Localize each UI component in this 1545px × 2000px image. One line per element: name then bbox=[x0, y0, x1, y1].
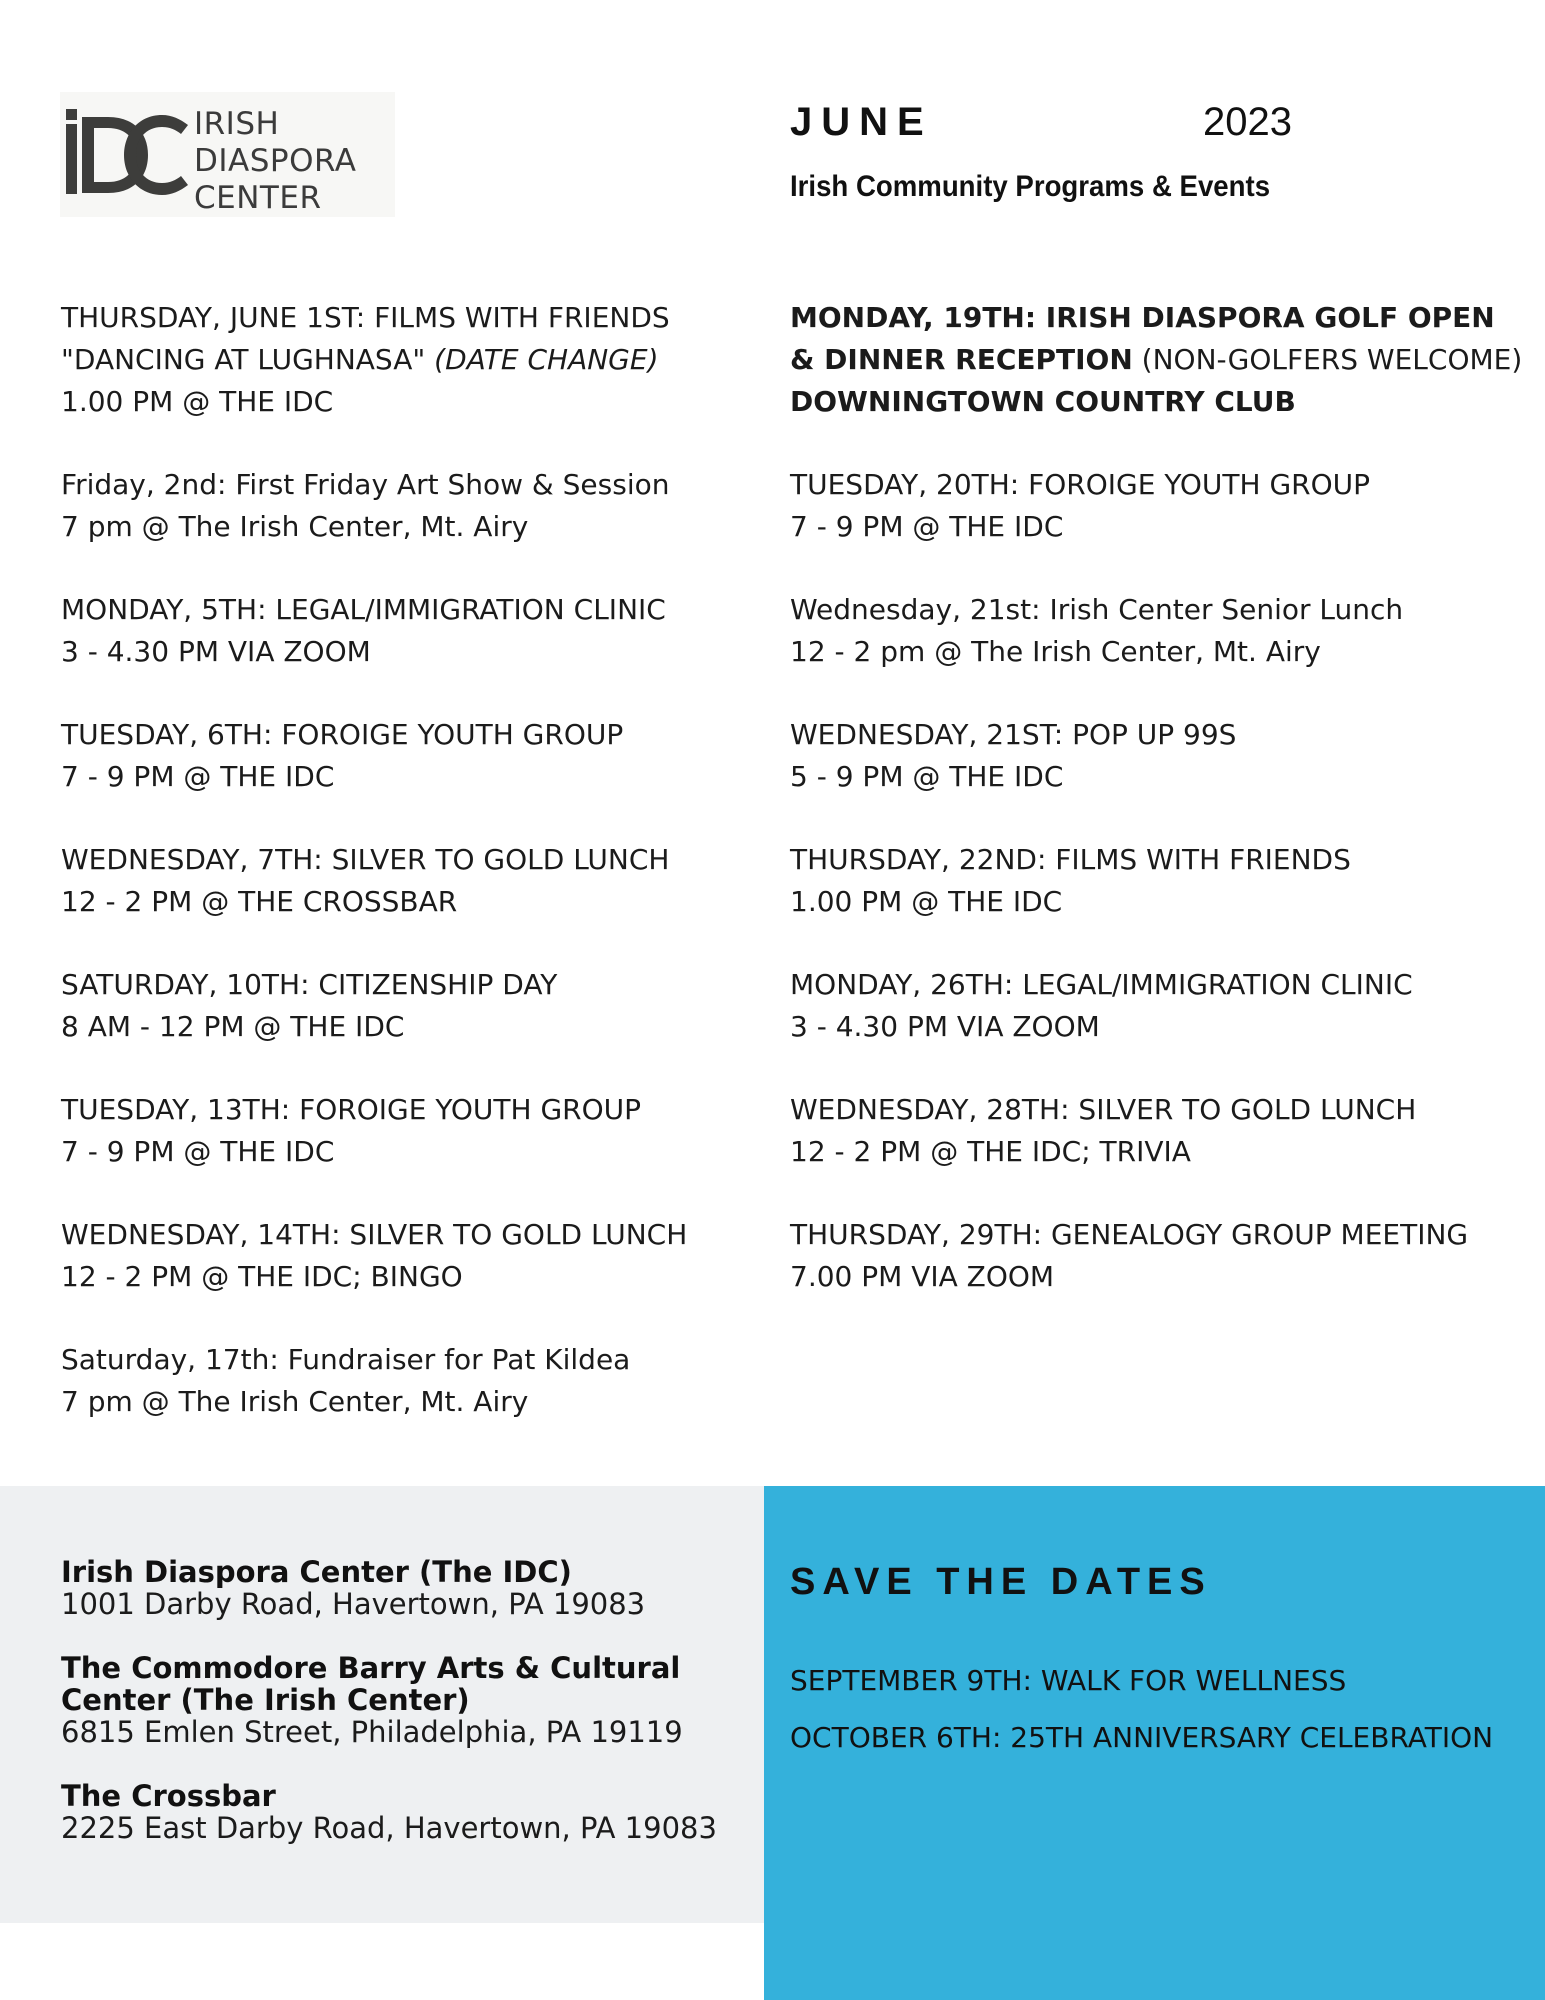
event-detail: 3 - 4.30 PM VIA ZOOM bbox=[61, 635, 371, 668]
event-title: MONDAY, 26TH: LEGAL/IMMIGRATION CLINIC bbox=[790, 968, 1413, 1001]
location-address: 1001 Darby Road, Havertown, PA 19083 bbox=[61, 1587, 646, 1621]
location-idc bbox=[61, 1556, 751, 1620]
event-detail: 12 - 2 PM @ THE CROSSBAR bbox=[61, 885, 458, 918]
event-detail: 1.00 PM @ THE IDC bbox=[61, 385, 334, 418]
event-item bbox=[61, 714, 751, 798]
save-the-dates-title: SAVE THE DATES bbox=[790, 1561, 1212, 1603]
event-detail: 7 - 9 PM @ THE IDC bbox=[790, 510, 1064, 543]
logo-line: CENTER bbox=[194, 180, 322, 216]
event-title: THURSDAY, 22ND: FILMS WITH FRIENDS bbox=[790, 843, 1351, 876]
event-item bbox=[61, 964, 751, 1048]
event-title: Wednesday, 21st: Irish Center Senior Lunch bbox=[790, 593, 1404, 626]
event-item bbox=[61, 589, 751, 673]
year-title: 2023 bbox=[1203, 100, 1292, 144]
featured-event-subtitle bbox=[790, 339, 1540, 381]
event-detail: 12 - 2 PM @ THE IDC; TRIVIA bbox=[790, 1135, 1191, 1168]
event-detail: 7 - 9 PM @ THE IDC bbox=[61, 1135, 335, 1168]
event-item bbox=[61, 1339, 751, 1423]
logo-line: DIASPORA bbox=[194, 143, 357, 179]
featured-event-title: MONDAY, 19TH: IRISH DIASPORA GOLF OPEN bbox=[790, 301, 1495, 334]
event-title: WEDNESDAY, 28TH: SILVER TO GOLD LUNCH bbox=[790, 1093, 1417, 1126]
event-title: WEDNESDAY, 21ST: POP UP 99S bbox=[790, 718, 1237, 751]
idc-monogram-icon bbox=[62, 109, 190, 201]
event-detail: 12 - 2 pm @ The Irish Center, Mt. Airy bbox=[790, 635, 1321, 668]
event-item bbox=[61, 297, 751, 423]
event-title: THURSDAY, JUNE 1ST: FILMS WITH FRIENDS bbox=[61, 301, 670, 334]
event-title: TUESDAY, 6TH: FOROIGE YOUTH GROUP bbox=[61, 718, 624, 751]
featured-event-note: (NON-GOLFERS WELCOME) bbox=[1132, 343, 1523, 376]
event-item bbox=[61, 1214, 751, 1298]
event-item bbox=[790, 964, 1540, 1048]
location-name: The Crossbar bbox=[61, 1779, 276, 1813]
location-crossbar bbox=[61, 1780, 751, 1844]
event-detail: 5 - 9 PM @ THE IDC bbox=[790, 760, 1064, 793]
location-name: The Commodore Barry Arts & Cultural bbox=[61, 1651, 681, 1685]
event-title: THURSDAY, 29TH: GENEALOGY GROUP MEETING bbox=[790, 1218, 1469, 1251]
location-address: 6815 Emlen Street, Philadelphia, PA 19119 bbox=[61, 1715, 683, 1749]
page-subtitle: Irish Community Programs & Events bbox=[790, 170, 1271, 203]
event-item bbox=[790, 714, 1540, 798]
featured-event-reception: & DINNER RECEPTION bbox=[790, 343, 1133, 376]
save-date-item: OCTOBER 6TH: 25TH ANNIVERSARY CELEBRATION bbox=[790, 1721, 1494, 1754]
events-column-left bbox=[61, 297, 751, 1464]
event-detail: 3 - 4.30 PM VIA ZOOM bbox=[790, 1010, 1100, 1043]
event-item bbox=[61, 839, 751, 923]
event-title: WEDNESDAY, 7TH: SILVER TO GOLD LUNCH bbox=[61, 843, 670, 876]
event-item bbox=[790, 1089, 1540, 1173]
event-item bbox=[790, 464, 1540, 548]
logo-wordmark bbox=[194, 106, 356, 217]
event-detail: 1.00 PM @ THE IDC bbox=[790, 885, 1063, 918]
idc-logo bbox=[60, 92, 395, 217]
event-item bbox=[61, 464, 751, 548]
event-item bbox=[61, 1089, 751, 1173]
event-title: MONDAY, 5TH: LEGAL/IMMIGRATION CLINIC bbox=[61, 593, 666, 626]
event-item bbox=[790, 839, 1540, 923]
event-subtitle bbox=[61, 339, 751, 381]
featured-event bbox=[790, 297, 1540, 423]
events-column-right bbox=[790, 297, 1540, 1339]
event-detail: 7 - 9 PM @ THE IDC bbox=[61, 760, 335, 793]
event-title: WEDNESDAY, 14TH: SILVER TO GOLD LUNCH bbox=[61, 1218, 688, 1251]
event-film-name: "DANCING AT LUGHNASA" bbox=[61, 343, 435, 376]
event-title: TUESDAY, 20TH: FOROIGE YOUTH GROUP bbox=[790, 468, 1371, 501]
event-title: Friday, 2nd: First Friday Art Show & Session bbox=[61, 468, 670, 501]
event-detail: 7.00 PM VIA ZOOM bbox=[790, 1260, 1055, 1293]
event-item bbox=[790, 589, 1540, 673]
featured-event-venue: DOWNINGTOWN COUNTRY CLUB bbox=[790, 385, 1296, 418]
location-name: Center (The Irish Center) bbox=[61, 1683, 470, 1717]
location-irish-center bbox=[61, 1652, 751, 1748]
location-address: 2225 East Darby Road, Havertown, PA 19083 bbox=[61, 1811, 717, 1845]
logo-line: IRISH bbox=[194, 106, 280, 142]
event-detail: 8 AM - 12 PM @ THE IDC bbox=[61, 1010, 405, 1043]
event-detail: 12 - 2 PM @ THE IDC; BINGO bbox=[61, 1260, 463, 1293]
location-name: Irish Diaspora Center (The IDC) bbox=[61, 1555, 572, 1589]
locations-panel bbox=[0, 1486, 764, 1923]
event-title: SATURDAY, 10TH: CITIZENSHIP DAY bbox=[61, 968, 558, 1001]
event-detail: 7 pm @ The Irish Center, Mt. Airy bbox=[61, 1385, 529, 1418]
event-title: TUESDAY, 13TH: FOROIGE YOUTH GROUP bbox=[61, 1093, 642, 1126]
event-title: Saturday, 17th: Fundraiser for Pat Kildea bbox=[61, 1343, 631, 1376]
save-date-item: SEPTEMBER 9TH: WALK FOR WELLNESS bbox=[790, 1664, 1347, 1697]
month-title: JUNE bbox=[790, 100, 933, 144]
event-note: (DATE CHANGE) bbox=[434, 343, 659, 376]
event-item bbox=[790, 1214, 1540, 1298]
event-detail: 7 pm @ The Irish Center, Mt. Airy bbox=[61, 510, 529, 543]
save-the-dates-panel bbox=[764, 1486, 1545, 2000]
